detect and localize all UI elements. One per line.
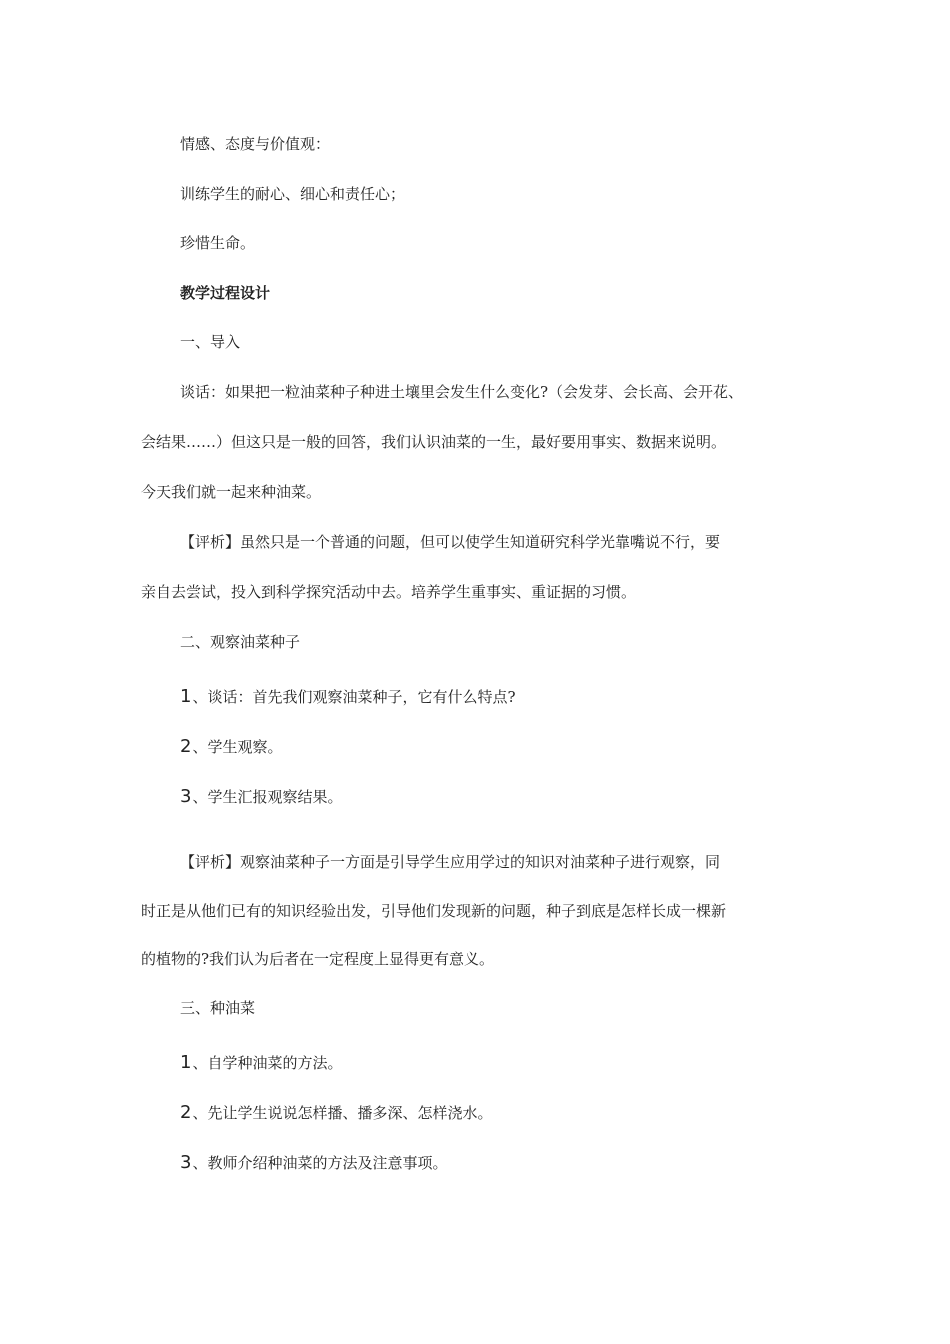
- list-item-text: 、学生观察。: [192, 738, 283, 756]
- list-item-text: 、先让学生说说怎样播、播多深、怎样浇水。: [192, 1104, 493, 1122]
- section-3-item-3: [180, 1153, 447, 1173]
- section-2-title: 二、观察油菜种子: [180, 633, 301, 651]
- section-2-review-line-3: 的植物的?我们认为后者在一定程度上显得更有意义。: [141, 950, 495, 968]
- section-1-talk-line-3: 今天我们就一起来种油菜。: [141, 483, 322, 501]
- list-item-text: 、学生汇报观察结果。: [192, 788, 343, 806]
- affect-item-1: 训练学生的耐心、细心和责任心；: [180, 185, 406, 203]
- section-2-review-line-2: 时正是从他们已有的知识经验出发，引导他们发现新的问题，种子到底是怎样长成一棵新: [141, 902, 727, 920]
- section-1-title: 一、导入: [180, 333, 241, 351]
- section-2-item-1: [180, 687, 516, 707]
- list-number: 2: [180, 1102, 192, 1123]
- section-1-talk-line-1: 谈话：如果把一粒油菜种子种进土壤里会发生什么变化?（会发芽、会长高、会开花、: [180, 383, 744, 401]
- section-3-item-1: [180, 1053, 342, 1073]
- list-number: 2: [180, 736, 192, 757]
- list-item-text: 、谈话：首先我们观察油菜种子，它有什么特点?: [192, 688, 516, 706]
- section-1-talk-line-2: 会结果……）但这只是一般的回答，我们认识油菜的一生，最好要用事实、数据来说明。: [141, 433, 727, 451]
- section-2-item-2: [180, 737, 282, 757]
- affect-heading: 情感、态度与价值观：: [180, 135, 331, 153]
- list-item-text: 、自学种油菜的方法。: [192, 1054, 343, 1072]
- section-2-item-3: [180, 787, 342, 807]
- affect-item-2: 珍惜生命。: [180, 234, 256, 252]
- section-2-review-line-1: 【评析】观察油菜种子一方面是引导学生应用学过的知识对油菜种子进行观察，同: [180, 853, 721, 871]
- section-1-review-line-2: 亲自去尝试，投入到科学探究活动中去。培养学生重事实、重证据的习惯。: [141, 583, 637, 601]
- section-3-item-2: [180, 1103, 492, 1123]
- process-heading: 教学过程设计: [180, 284, 271, 302]
- section-3-title: 三、种油菜: [180, 999, 256, 1017]
- list-number: 3: [180, 786, 192, 807]
- list-number: 3: [180, 1152, 192, 1173]
- list-item-text: 、教师介绍种油菜的方法及注意事项。: [192, 1154, 448, 1172]
- list-number: 1: [180, 1052, 192, 1073]
- list-number: 1: [180, 686, 192, 707]
- section-1-review-line-1: 【评析】虽然只是一个普通的问题，但可以使学生知道研究科学光靠嘴说不行，要: [180, 533, 721, 551]
